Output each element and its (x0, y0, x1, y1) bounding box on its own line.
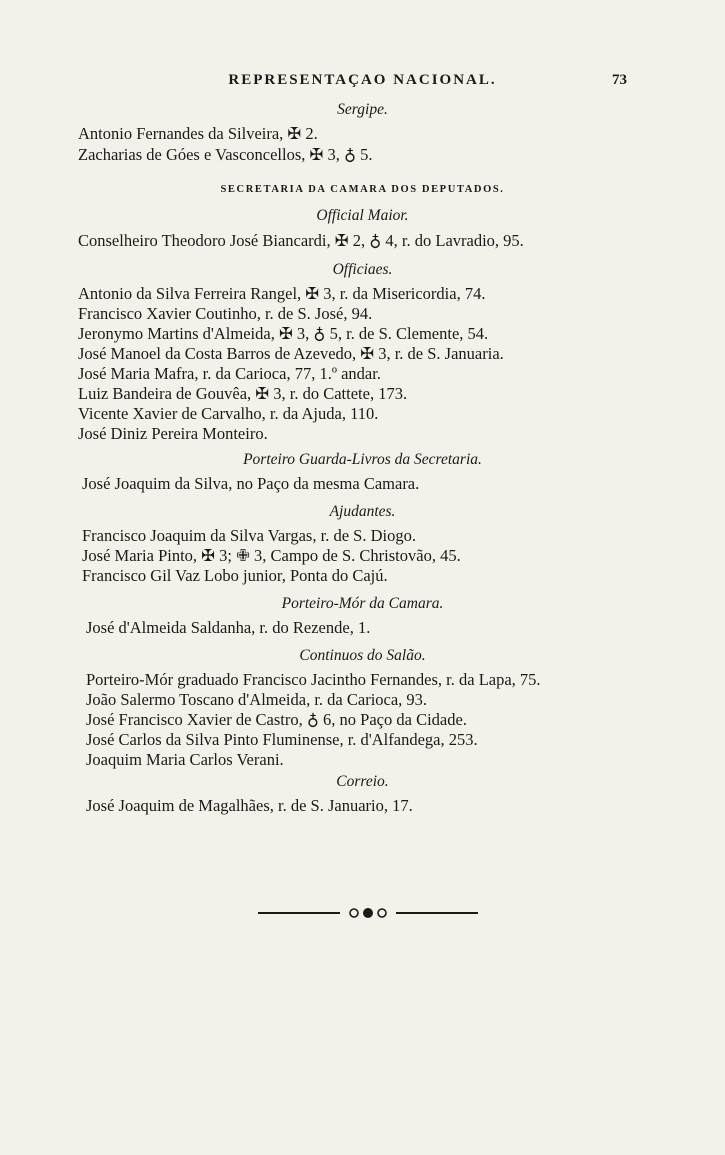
running-head: REPRESENTAÇAO NACIONAL. (228, 72, 497, 88)
section-heading-sergipe: Sergipe. (337, 101, 388, 118)
entry-line: Francisco Gil Vaz Lobo junior, Ponta do Cajú. (82, 566, 388, 585)
entry-line: João Salermo Toscano d'Almeida, r. da Carioca, 93. (86, 690, 428, 709)
entry-line: Luiz Bandeira de Gouvêa, ✠ 3, r. do Cattete, 173. (78, 384, 408, 403)
entry-line: José Francisco Xavier de Castro, ♁ 6, no Paço da Cidade. (86, 710, 467, 729)
entry-line: José Manoel da Costa Barros de Azevedo, ✠ 3, r. de S. Januaria. (78, 344, 504, 363)
section-heading-ajudantes: Ajudantes. (329, 503, 396, 520)
section-heading-porteiro-mor: Porteiro-Mór da Camara. (281, 595, 444, 612)
entry-line: Antonio da Silva Ferreira Rangel, ✠ 3, r. da Misericordia, 74. (78, 284, 486, 303)
entry-line: Joaquim Maria Carlos Verani. (86, 750, 284, 769)
entry-line: Vicente Xavier de Carvalho, r. da Ajuda, 110. (78, 404, 379, 423)
entry-line: Conselheiro Theodoro José Biancardi, ✠ 2, ♁ 4, r. do Lavradio, 95. (78, 231, 524, 250)
entry-line: José Carlos da Silva Pinto Fluminense, r. d'Alfandega, 253. (86, 730, 478, 749)
section-heading-correio: Correio. (336, 773, 389, 790)
entry-line: José d'Almeida Saldanha, r. do Rezende, 1. (86, 618, 371, 637)
entry-line: José Joaquim de Magalhães, r. de S. Januario, 17. (86, 796, 413, 815)
entry-line: José Joaquim da Silva, no Paço da mesma Camara. (82, 474, 420, 493)
section-heading-porteiro: Porteiro Guarda-Livros da Secretaria. (243, 451, 482, 468)
entry-line: Porteiro-Mór graduado Francisco Jacintho Fernandes, r. da Lapa, 75. (86, 670, 541, 689)
ornamental-rule (258, 906, 478, 920)
entry-line: José Maria Pinto, ✠ 3; ✙ 3, Campo de S. Christovão, 45. (82, 546, 461, 565)
page-number: 73 (612, 72, 627, 88)
section-heading-officiaes: Officiaes. (332, 261, 393, 278)
entry-line: Jeronymo Martins d'Almeida, ✠ 3, ♁ 5, r. de S. Clemente, 54. (78, 324, 489, 343)
entry-line: Francisco Joaquim da Silva Vargas, r. de S. Diogo. (82, 526, 416, 545)
entry-line: Antonio Fernandes da Silveira, ✠ 2. (78, 124, 318, 143)
entry-line: Zacharias de Góes e Vasconcellos, ✠ 3, ♁ 5. (78, 145, 373, 164)
section-heading-continuos: Continuos do Salão. (299, 647, 426, 664)
entry-line: José Maria Mafra, r. da Carioca, 77, 1.º andar. (78, 364, 381, 383)
entry-line: José Diniz Pereira Monteiro. (78, 424, 268, 443)
entry-line: Francisco Xavier Coutinho, r. de S. José, 94. (78, 304, 373, 323)
section-heading-secretaria: SECRETARIA DA CAMARA DOS DEPUTADOS. (220, 184, 505, 195)
section-heading-official: Official Maior. (316, 207, 409, 224)
